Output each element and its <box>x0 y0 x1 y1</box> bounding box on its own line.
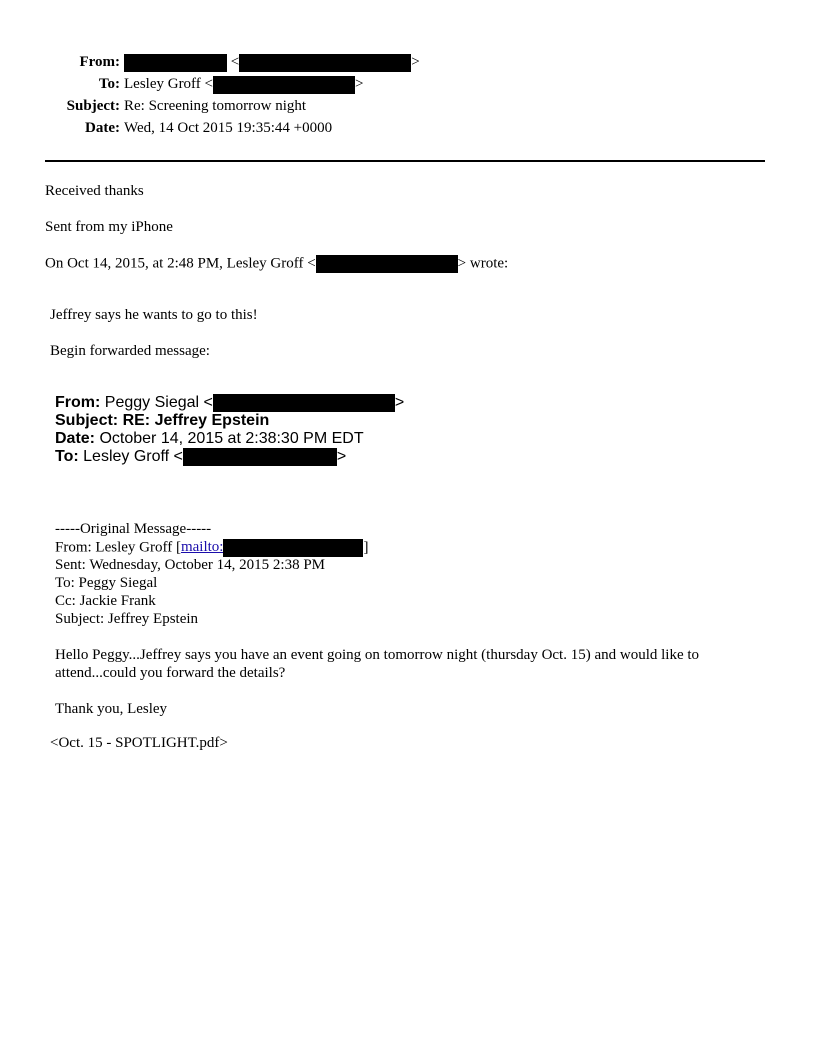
mailto-link[interactable] <box>181 539 364 555</box>
header-subject-label: Subject: <box>66 98 120 114</box>
redacted-sender-name <box>124 54 227 72</box>
forwarded-subject-row <box>55 412 269 430</box>
original-message-line2: attend...could you forward the details? <box>55 665 286 681</box>
redacted-recipient-email <box>213 76 355 94</box>
redacted-forwarded-to-email <box>183 448 337 466</box>
header-to-row: To: Lesley Groff < > <box>0 74 800 94</box>
header-subject-value: Re: Screening tomorrow night <box>124 98 307 114</box>
header-to-label: To: <box>98 76 120 92</box>
redacted-quote-email <box>316 255 458 273</box>
header-date-label: Date: <box>85 120 120 136</box>
forwarded-date-value: October 14, 2015 at 2:38:30 PM EDT <box>99 430 364 447</box>
forwarded-subject-label: Subject: <box>55 412 119 429</box>
forwarded-from-row: From: Peggy Siegal < > <box>55 394 405 412</box>
redacted-sender-email <box>239 54 411 72</box>
begin-forwarded-label: Begin forwarded message: <box>50 343 210 359</box>
quote-attribution-prefix: On Oct 14, 2015, at 2:48 PM, Lesley Groff <box>45 255 304 272</box>
original-cc: Cc: Jackie Frank <box>55 593 156 609</box>
header-to-name: Lesley Groff <box>124 76 201 92</box>
redacted-mailto-email <box>223 539 363 557</box>
reply-line-received: Received thanks <box>45 183 144 199</box>
header-date-value: Wed, 14 Oct 2015 19:35:44 +0000 <box>124 120 333 136</box>
forwarded-to-label: To: <box>55 448 79 466</box>
original-signoff: Thank you, Lesley <box>55 701 168 717</box>
original-subject: Subject: Jeffrey Epstein <box>55 611 199 627</box>
quoted-jeffrey-line: Jeffrey says he wants to go to this! <box>50 307 258 323</box>
forwarded-subject-value: RE: Jeffrey Epstein <box>122 412 270 429</box>
original-message-separator: -----Original Message----- <box>55 521 212 537</box>
original-sent: Sent: Wednesday, October 14, 2015 2:38 PM <box>55 557 326 573</box>
header-divider <box>45 160 765 162</box>
original-from-prefix: From: Lesley Groff <box>55 539 173 556</box>
header-subject-row <box>0 96 800 116</box>
mailto-link-text: mailto: <box>180 539 224 556</box>
forwarded-to-row: To: Lesley Groff < > <box>55 448 347 466</box>
redacted-forwarded-from-email <box>213 394 395 412</box>
quote-attribution-suffix: wrote: <box>469 255 509 272</box>
forwarded-from-name: Peggy Siegal <box>104 394 200 412</box>
reply-line-signature: Sent from my iPhone <box>45 219 173 235</box>
header-from-label: From: <box>79 54 120 70</box>
quote-attribution: On Oct 14, 2015, at 2:48 PM, Lesley Groff < > wrote: <box>45 255 509 272</box>
original-from-row: From: Lesley Groff [mailto: ] <box>55 539 369 556</box>
header-from-row: From: < > <box>0 52 800 72</box>
attachment-reference[interactable]: <Oct. 15 - SPOTLIGHT.pdf> <box>50 735 228 751</box>
forwarded-to-name: Lesley Groff <box>83 448 170 466</box>
original-to: To: Peggy Siegal <box>55 575 158 591</box>
forwarded-date-row <box>55 430 364 448</box>
forwarded-date-label: Date: <box>55 430 96 447</box>
header-date-row <box>0 118 800 138</box>
forwarded-from-label: From: <box>55 394 101 412</box>
original-message-line1: Hello Peggy...Jeffrey says you have an event going on tomorrow night (thursday Oct. 15) and would like to <box>55 647 700 663</box>
